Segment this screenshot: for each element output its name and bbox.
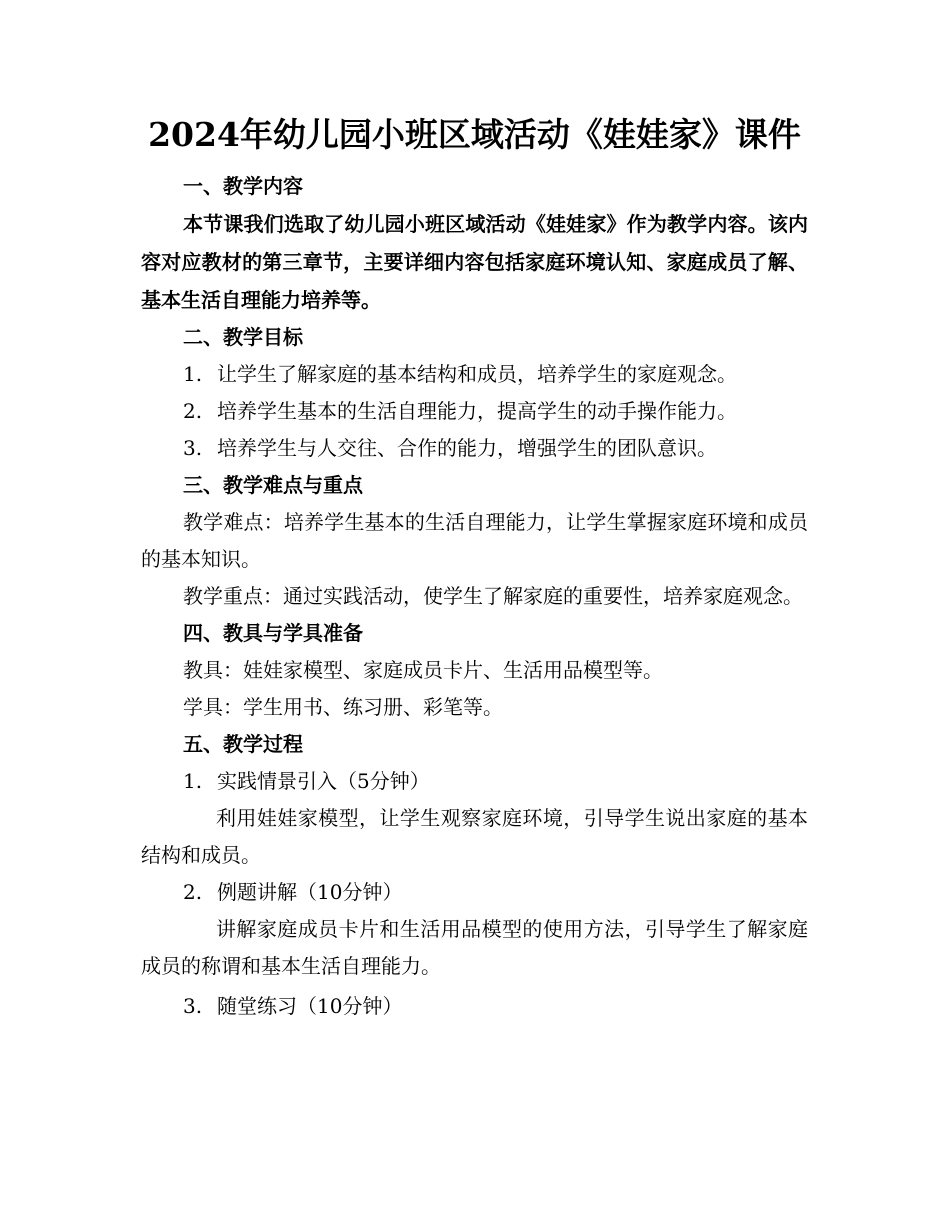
goal-item (141, 356, 808, 393)
step-title-text: 随堂练习（10分钟） (217, 994, 403, 1018)
process-step-body: 利用娃娃家模型，让学生观察家庭环境，引导学生说出家庭的基本结构和成员。 (141, 806, 808, 867)
step-number: 1. (183, 769, 203, 793)
student-materials: 学具：学生用书、练习册、彩笔等。 (183, 695, 503, 719)
goal-number: 3. (183, 436, 203, 460)
section-heading-process: 五、教学过程 (183, 732, 303, 756)
section-heading-teaching-goals: 二、教学目标 (183, 325, 303, 349)
section-heading-materials: 四、教具与学具准备 (183, 621, 363, 645)
document-title: 2024年幼儿园小班区域活动《娃娃家》课件 (148, 115, 801, 154)
goal-text: 培养学生基本的生活自理能力，提高学生的动手操作能力。 (217, 399, 737, 423)
goal-item (141, 430, 808, 467)
goal-number: 1. (183, 362, 203, 386)
section-heading-difficulties: 三、教学难点与重点 (183, 473, 363, 497)
goal-number: 2. (183, 399, 203, 423)
section-heading-teaching-content: 一、教学内容 (183, 174, 303, 198)
step-number: 2. (183, 880, 203, 904)
teaching-content-paragraph: 本节课我们选取了幼儿园小班区域活动《娃娃家》作为教学内容。该内容对应教材的第三章节，主要详细内容包括家庭环境认知、家庭成员了解、基本生活自理能力培养等。 (141, 212, 808, 312)
process-step-title (141, 988, 808, 1025)
goal-text: 培养学生与人交往、合作的能力，增强学生的团队意识。 (217, 436, 717, 460)
goal-item (141, 393, 808, 430)
document-content (141, 112, 808, 1025)
key-point-paragraph: 教学重点：通过实践活动，使学生了解家庭的重要性，培养家庭观念。 (183, 584, 803, 608)
step-title-text: 例题讲解（10分钟） (217, 880, 403, 904)
step-title-text: 实践情景引入（5分钟） (217, 769, 430, 793)
step-number: 3. (183, 994, 203, 1018)
difficulty-paragraph: 教学难点：培养学生基本的生活自理能力，让学生掌握家庭环境和成员的基本知识。 (141, 510, 808, 571)
teacher-materials: 教具：娃娃家模型、家庭成员卡片、生活用品模型等。 (183, 658, 663, 682)
process-step-body: 讲解家庭成员卡片和生活用品模型的使用方法，引导学生了解家庭成员的称谓和基本生活自理能力。 (141, 917, 808, 978)
goal-text: 让学生了解家庭的基本结构和成员，培养学生的家庭观念。 (217, 362, 737, 386)
process-step-title (141, 874, 808, 911)
process-step-title (141, 763, 808, 800)
